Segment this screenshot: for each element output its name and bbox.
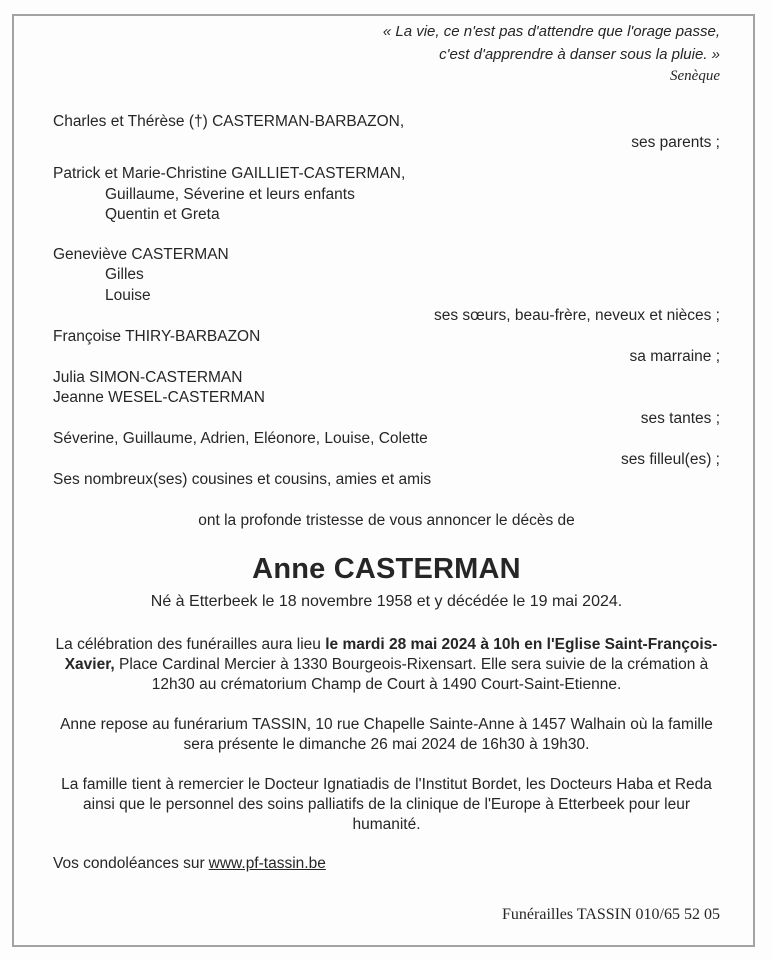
condolences-prefix: Vos condoléances sur <box>53 854 205 872</box>
quote-line-1: « La vie, ce n'est pas d'attendre que l'orage passe, <box>382 23 720 40</box>
ceremony-rest: Place Cardinal Mercier à 1330 Bourgeois-Rixensart. Elle sera suivie de la crémation à 12h30 au crématorium Champ de Court à 1490 Court-Saint-Etienne. <box>114 655 709 693</box>
family-member-name: Quentin et Greta <box>105 206 220 223</box>
family-member-name: Jeanne WESEL-CASTERMAN <box>53 389 265 406</box>
deceased-name: Anne CASTERMAN <box>252 552 521 585</box>
family-member-name: Patrick et Marie-Christine GAILLIET-CASTERMAN, <box>53 165 406 182</box>
relation-label: ses parents ; <box>631 133 720 151</box>
birth-death-dates: Né à Etterbeek le 18 novembre 1958 et y décédée le 19 mai 2024. <box>150 592 623 610</box>
relation-label: ses filleul(es) ; <box>620 450 720 468</box>
repose-paragraph: Anne repose au funérarium TASSIN, 10 rue Chapelle Sainte-Anne à 1457 Walhain où la famille sera présente le dimanche 26 mai 2024 de 16h30 à 19h30. <box>60 715 713 753</box>
condolences-line <box>53 853 720 874</box>
family-member-name: Louise <box>105 286 151 304</box>
family-member-name: Geneviève CASTERMAN <box>53 245 229 263</box>
funeral-home-contact: Funérailles TASSIN 010/65 52 05 <box>502 905 720 923</box>
family-member-name: Julia SIMON-CASTERMAN <box>53 368 243 386</box>
family-member-name: Guillaume, Séverine et leurs enfants <box>105 185 355 203</box>
thanks-paragraph: La famille tient à remercier le Docteur Ignatiadis de l'Institut Bordet, les Docteurs Haba et Reda ainsi que le personnel des soins palliatifs de la clinique de l'Europe à Etterbeek pour leur humanité. <box>61 775 712 833</box>
quote-line-2: c'est d'apprendre à danser sous la pluie. » <box>439 46 720 63</box>
announcement-line: ont la profonde tristesse de vous annoncer le décès de <box>198 511 575 529</box>
quote-block <box>53 20 720 87</box>
quote-author: Senèque <box>670 68 720 84</box>
family-list <box>53 112 720 491</box>
ceremony-intro: La célébration des funérailles aura lieu <box>55 635 321 653</box>
family-member-name: Gilles <box>105 266 144 283</box>
family-member-name: Charles et Thérèse (†) CASTERMAN-BARBAZON, <box>53 113 405 130</box>
family-member-name: Séverine, Guillaume, Adrien, Eléonore, Louise, Colette <box>53 430 428 447</box>
relation-label: sa marraine ; <box>629 348 720 365</box>
relation-label: ses tantes ; <box>640 409 720 427</box>
family-member-name: Françoise THIRY-BARBAZON <box>53 327 261 345</box>
relation-label: ses sœurs, beau-frère, neveux et nièces ; <box>433 307 720 324</box>
ceremony-date-place: le mardi 28 mai 2024 à 10h en l'Eglise Saint-François-Xavier, <box>64 635 718 673</box>
condolences-link[interactable]: www.pf-tassin.be <box>208 854 326 872</box>
ceremony-paragraph <box>53 635 720 695</box>
family-member-name: Ses nombreux(ses) cousines et cousins, amies et amis <box>53 471 432 488</box>
